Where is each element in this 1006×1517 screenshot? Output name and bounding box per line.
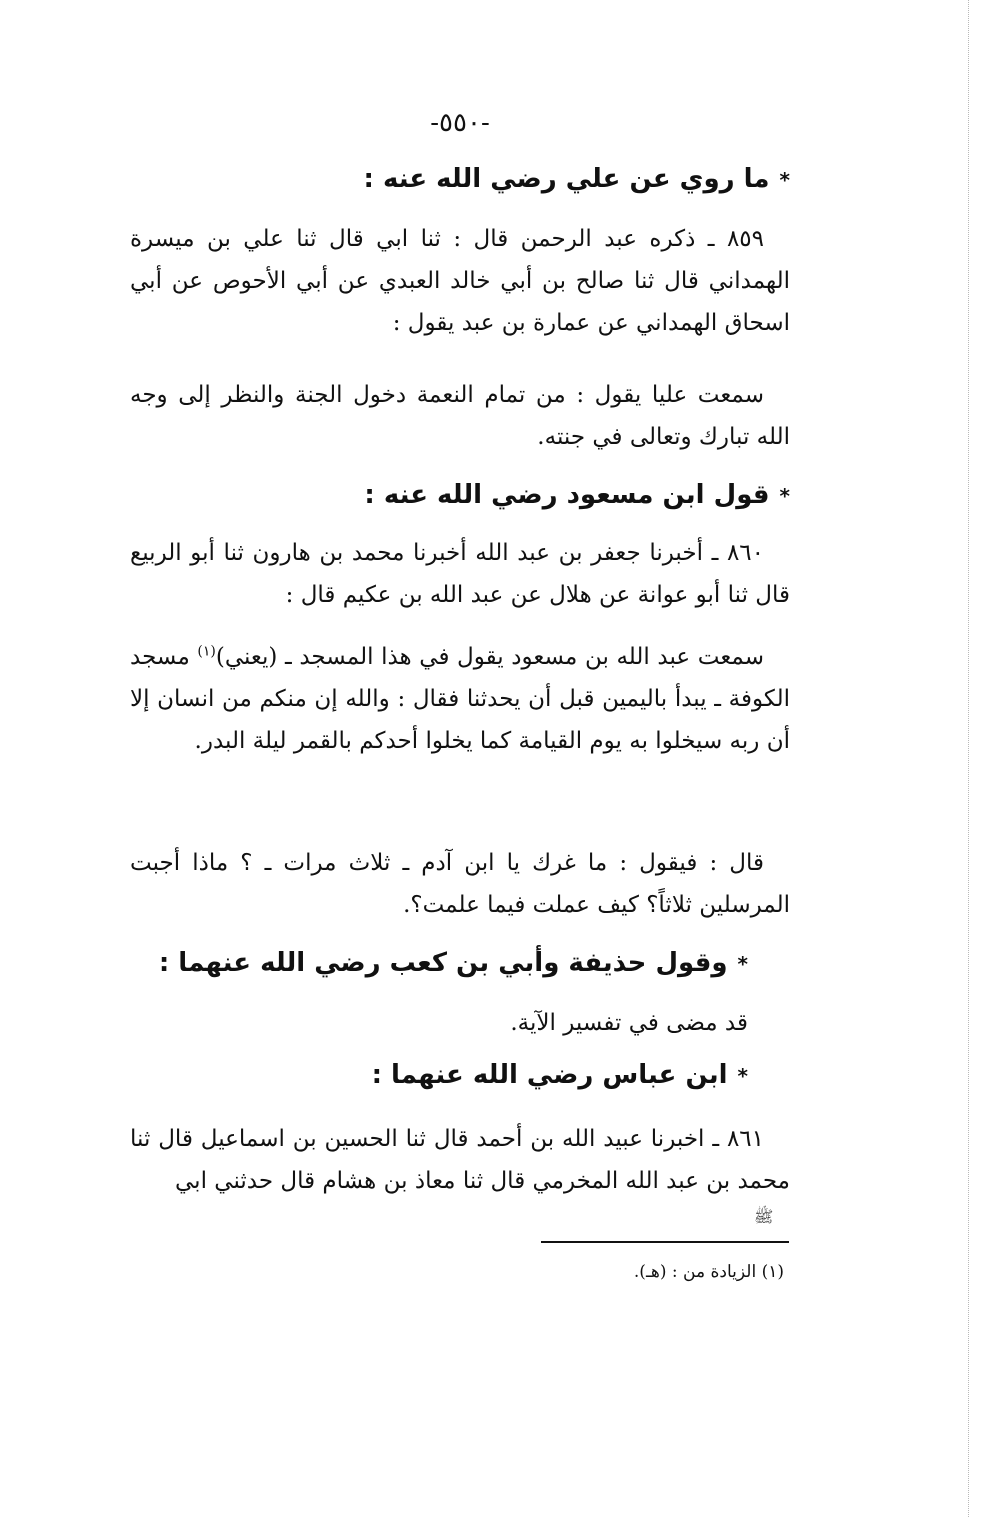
- heading-star: *: [737, 1064, 748, 1088]
- heading-star: *: [737, 952, 748, 976]
- paragraph-860: ٨٦٠ ـ أخبرنا جعفر بن عبد الله أخبرنا محمد بن هارون ثنا أبو الربيع قال ثنا أبو عوانة عن هلال عن عبد الله بن عكيم قال :: [130, 540, 790, 608]
- section-heading-ibn-masud: *قول ابن مسعود رضي الله عنه :: [364, 480, 790, 510]
- stray-mark: ﷺ: [754, 1207, 774, 1226]
- paragraph-ibn-masud-question: قال : فيقول : ما غرك يا ابن آدم ـ ثلاث مرات ـ ؟ ماذا أجبت المرسلين ثلاثاً؟ كيف عملت فيما علمت؟.: [130, 850, 790, 918]
- section-heading-ibn-abbas: *ابن عباس رضي الله عنهما :: [371, 1060, 748, 1090]
- section-heading-hudhayfa: *وقول حذيفة وأبي بن كعب رضي الله عنهما :: [158, 948, 748, 978]
- paragraph-ali-quote: سمعت عليا يقول : من تمام النعمة دخول الجنة والنظر إلى وجه الله تبارك وتعالى في جنته.: [130, 382, 790, 450]
- heading-star: *: [779, 484, 790, 508]
- footnote-separator: [541, 1241, 789, 1243]
- footnote: (١) الزيادة من : (هـ).: [633, 1262, 784, 1282]
- page-number: -٥٥٠-: [430, 108, 490, 138]
- paragraph-hudhayfa: قد مضى في تفسير الآية.: [510, 1010, 748, 1036]
- paragraph-859: ٨٥٩ ـ ذكره عبد الرحمن قال : ثنا ابي قال ثنا علي بن ميسرة الهمداني قال ثنا صالح بن أبي خالد العبدي عن أبي الأحوص عن أبي اسحاق الهمداني عن عمارة بن عبد يقول :: [130, 226, 790, 336]
- footnote-marker: (١): [197, 643, 216, 660]
- section-heading-ali: *ما روي عن علي رضي الله عنه :: [363, 164, 790, 194]
- heading-star: *: [779, 168, 790, 192]
- paragraph-ibn-masud-quote: سمعت عبد الله بن مسعود يقول في هذا المسجد ـ (يعني)$^{(١)}$ مسجد الكوفة ـ يبدأ باليمين قبل أن يحدثنا فقال : والله إن منكم من انسان إلا أن ربه سيخلوا به يوم القيامة كما يخلوا أحدكم بالقمر ليلة البدر.: [130, 643, 790, 754]
- paragraph-861: ٨٦١ ـ اخبرنا عبيد الله بن أحمد قال ثنا الحسين بن اسماعيل قال ثنا محمد بن عبد الله المخرمي قال ثنا معاذ بن هشام قال حدثني ابي: [130, 1126, 790, 1194]
- page-edge-line: [968, 0, 969, 1517]
